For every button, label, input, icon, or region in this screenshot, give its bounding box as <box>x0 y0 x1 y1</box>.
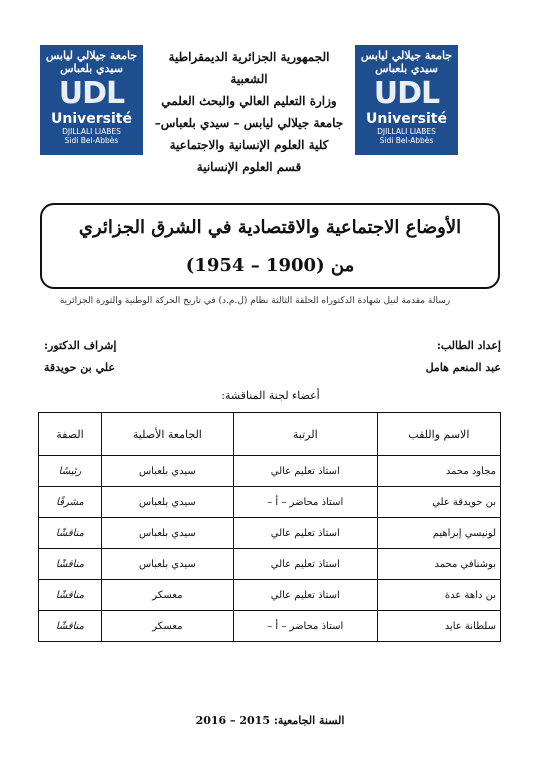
student-name: عبد المنعم هامل <box>425 361 501 374</box>
col-rank-header: الرتبة <box>233 413 377 456</box>
col-university-header: الجامعة الأصلية <box>101 413 233 456</box>
thesis-period: من (1900 – 1954) <box>185 255 355 276</box>
committee-heading: أعضاء لجنة المناقشة: <box>221 389 320 402</box>
table-row <box>39 611 501 642</box>
header-republic: الجمهورية الجزائرية الديمقراطية الشعبية <box>168 50 330 86</box>
committee-header-row <box>39 413 501 456</box>
member-rank: استاذ محاضر – أ – <box>233 487 377 518</box>
supervisor-name: علي بن حويدقة <box>44 361 115 374</box>
committee-table <box>38 412 501 642</box>
logo-university: Université <box>51 111 132 127</box>
member-university: سيدي بلعباس <box>101 456 233 487</box>
thesis-title: الأوضاع الاجتماعية والاقتصادية في الشرق الجزائري <box>78 217 462 238</box>
member-rank: استاذ محاضر – أ – <box>233 611 377 642</box>
member-university: معسكر <box>101 580 233 611</box>
col-role-header: الصفة <box>39 413 102 456</box>
academic-year: السنة الجامعية: 2015 – 2016 <box>195 714 345 727</box>
thesis-title-box <box>40 203 500 289</box>
header-department: قسم العلوم الإنسانية <box>196 160 302 174</box>
header-university: جامعة جيلالي ليابس – سيدي بلعباس– <box>154 116 344 130</box>
table-row <box>39 580 501 611</box>
student-label: إعداد الطالب: <box>436 339 501 352</box>
member-university: معسكر <box>101 611 233 642</box>
member-rank: استاذ تعليم عالي <box>233 549 377 580</box>
header-faculty: كلية العلوم الإنسانية والاجتماعية <box>169 138 329 152</box>
member-university: سيدي بلعباس <box>101 518 233 549</box>
member-name: مجاود محمد <box>377 456 500 487</box>
member-role: مشرفًا <box>39 487 102 518</box>
logo-arabic-name: جامعة جيلالي ليابس سيدي بلعباس <box>360 49 453 75</box>
member-name: لونيسي إبراهيم <box>377 518 500 549</box>
table-row <box>39 549 501 580</box>
col-name-header: الاسم واللقب <box>377 413 500 456</box>
member-university: سيدي بلعباس <box>101 549 233 580</box>
thesis-note: رسالة مقدمة لنيل شهادة الدكتوراه الحلقة الثالثة نظام (ل.م.د) في تاريخ الحركة الوطنية والثورة الجزائرية <box>59 296 451 306</box>
logo-line1: DJILLALI LIABES <box>62 127 121 136</box>
member-name: بوشنافي محمد <box>377 549 500 580</box>
logo-line2: Sidi Bel-Abbès <box>64 136 119 145</box>
header-ministry: وزارة التعليم العالي والبحث العلمي <box>161 94 337 108</box>
member-rank: استاذ تعليم عالي <box>233 518 377 549</box>
member-role: مناقشًا <box>39 518 102 549</box>
university-logo-right <box>355 45 458 155</box>
logo-arabic-name: جامعة جيلالي ليابس سيدي بلعباس <box>45 49 138 75</box>
table-row <box>39 487 501 518</box>
institution-header <box>150 46 348 178</box>
logo-mark: UDL <box>58 76 125 111</box>
member-rank: استاذ تعليم عالي <box>233 456 377 487</box>
supervisor-label: إشراف الدكتور: <box>44 339 117 352</box>
member-name: بن حويدقة علي <box>377 487 500 518</box>
logo-line2: Sidi Bel-Abbès <box>379 136 434 145</box>
table-row <box>39 518 501 549</box>
member-role: مناقشًا <box>39 611 102 642</box>
member-role: مناقشًا <box>39 580 102 611</box>
member-name: بن داهة عدة <box>377 580 500 611</box>
member-university: سيدي بلعباس <box>101 487 233 518</box>
member-name: سلطانة عايد <box>377 611 500 642</box>
logo-line1: DJILLALI LIABES <box>377 127 436 136</box>
member-rank: استاذ تعليم عالي <box>233 580 377 611</box>
logo-university: Université <box>366 111 447 127</box>
university-logo-left <box>40 45 143 155</box>
logo-mark: UDL <box>373 76 440 111</box>
member-role: رئيسًا <box>39 456 102 487</box>
member-role: مناقشًا <box>39 549 102 580</box>
table-row <box>39 456 501 487</box>
